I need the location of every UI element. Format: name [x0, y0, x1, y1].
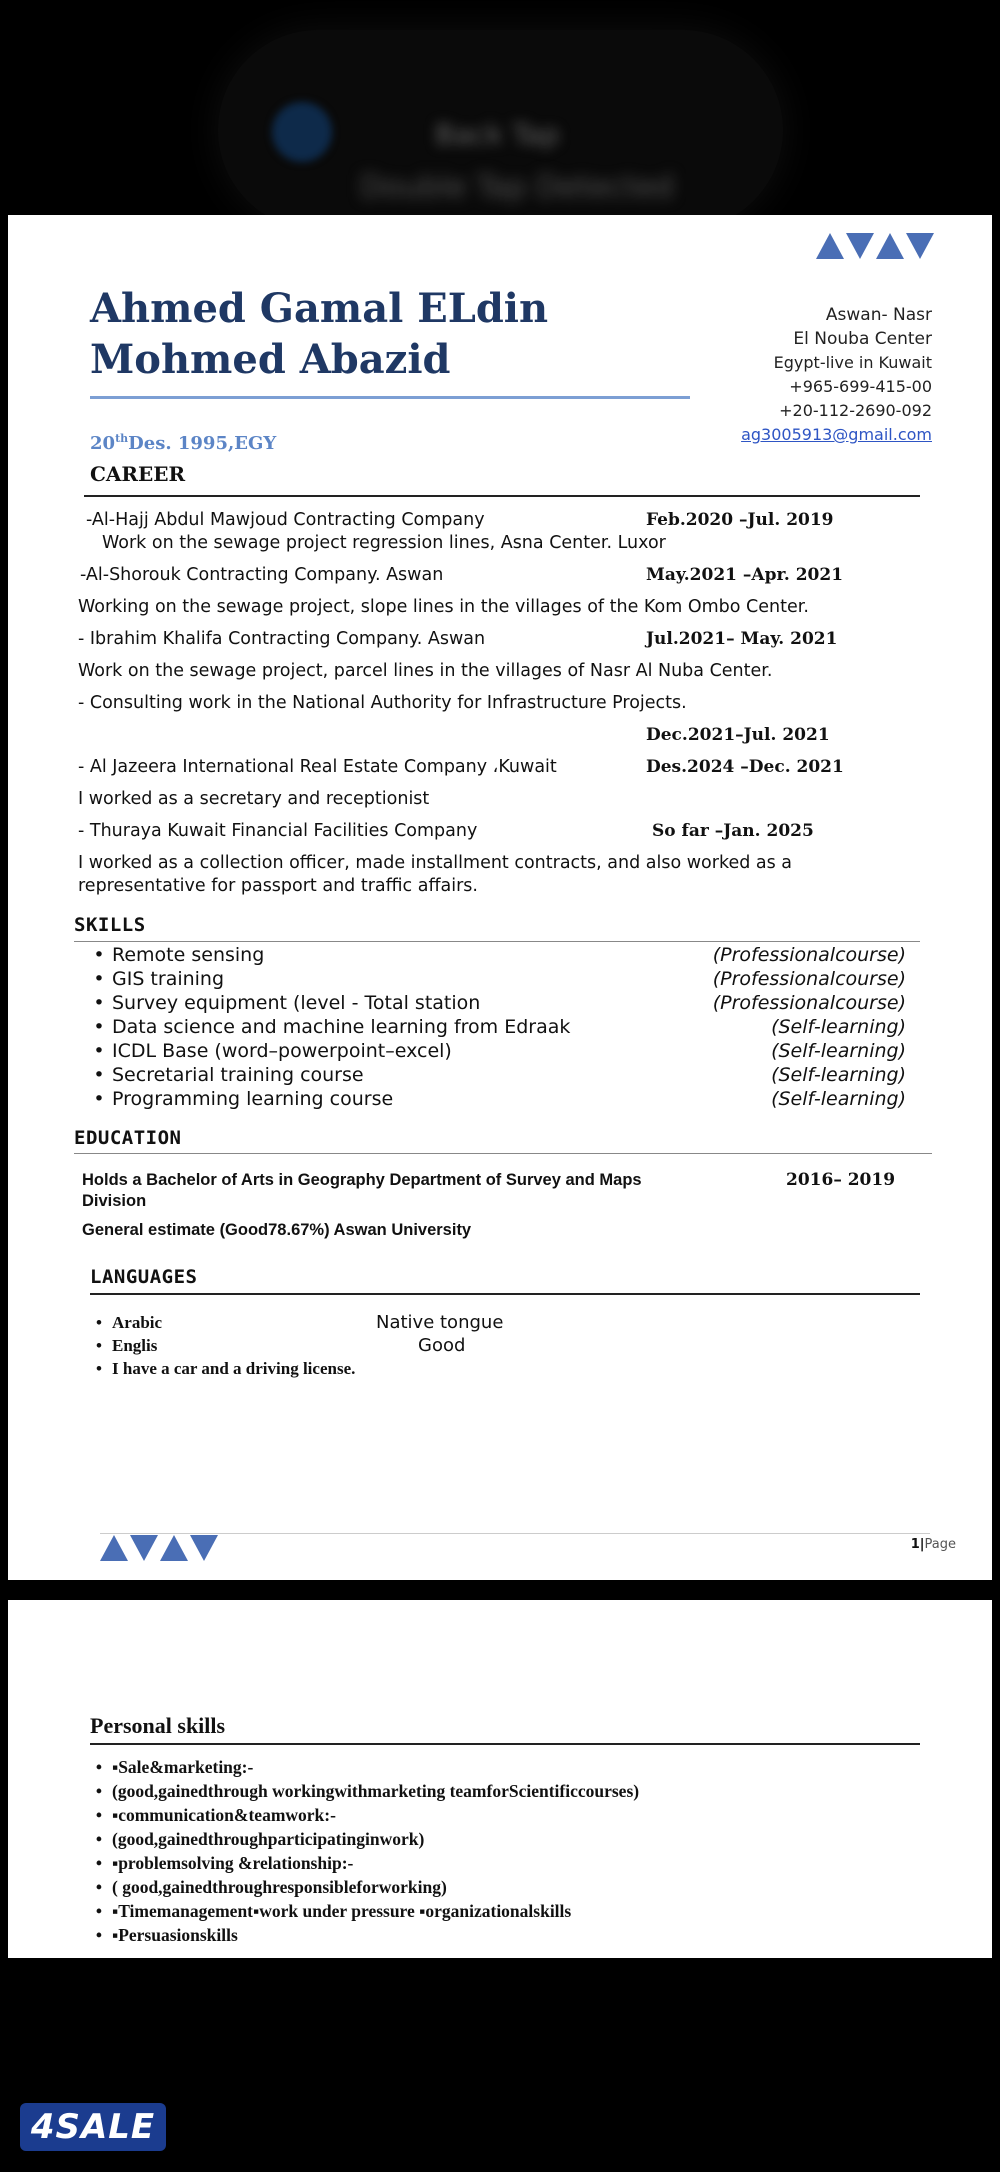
skill-item: • Survey equipment (level - Total station (Professionalcourse) — [86, 991, 906, 1015]
resume-page-2 — [8, 1600, 992, 1958]
languages-heading: LANGUAGES — [90, 1266, 198, 1288]
skill-item: • Programming learning course (Self-learning) — [86, 1087, 906, 1111]
career-company: - Consulting work in the National Authority for Infrastructure Projects. — [78, 693, 687, 713]
skill-item: • ICDL Base (word–powerpoint–excel) (Self-learning) — [86, 1039, 906, 1063]
skills-heading: SKILLS — [74, 914, 146, 936]
contact-line: Aswan- Nasr — [825, 305, 932, 325]
page-number: 1|Page — [910, 1537, 956, 1552]
languages-list — [86, 1311, 503, 1380]
language-item: • Englis Good — [86, 1334, 503, 1357]
contact-line: El Nouba Center — [793, 329, 932, 349]
date-of-birth: 20thDes. 1995,EGY — [90, 432, 277, 454]
skill-item: • GIS training (Professionalcourse) — [86, 967, 906, 991]
skill-item: • Remote sensing (Professionalcourse) — [86, 943, 906, 967]
personal-skill-item: • ▪Sale&marketing:- — [86, 1755, 639, 1779]
grade-text: General estimate (Good78.67%) Aswan University — [82, 1221, 472, 1239]
skill-item: • Data science and machine learning from Edraak (Self-learning) — [86, 1015, 906, 1039]
education-heading: EDUCATION — [74, 1127, 182, 1149]
career-desc: I worked as a collection officer, made installment contracts, and also worked as a — [78, 853, 793, 873]
career-date: May.2021 –Apr. 2021 — [646, 565, 844, 585]
email-link[interactable]: ag3005913@gmail.com — [741, 425, 932, 444]
career-desc: Work on the sewage project regression lines, Asna Center. Luxor — [102, 533, 666, 553]
footer-logo-icon — [100, 1535, 218, 1561]
company-logo-icon — [816, 233, 934, 259]
career-desc: Work on the sewage project, parcel lines in the villages of Nasr Al Nuba Center. — [78, 661, 773, 681]
career-desc: representative for passport and traffic affairs. — [78, 876, 478, 896]
career-date: Dec.2021–Jul. 2021 — [646, 725, 830, 745]
language-item: • Arabic Native tongue — [86, 1311, 503, 1334]
career-heading: CAREER — [90, 462, 186, 486]
resume-page-1 — [8, 215, 992, 1580]
notification-title: Back Tap — [435, 118, 560, 151]
brand-logo: 4SALE — [20, 2103, 166, 2151]
degree-text: Holds a Bachelor of Arts in Geography Department of Survey and Maps Division — [82, 1171, 642, 1210]
career-company: - Al Jazeera International Real Estate Company ،Kuwait — [78, 757, 557, 777]
career-date: Jul.2021– May. 2021 — [646, 629, 838, 649]
phone-kuwait: +965-699-415-00 — [789, 377, 932, 396]
career-desc: I worked as a secretary and receptionist — [78, 789, 430, 809]
languages-rule — [90, 1293, 920, 1295]
personal-skills-rule — [90, 1743, 920, 1745]
personal-skill-item: • ( good,gainedthroughresponsibleforworking) — [86, 1875, 639, 1899]
info-icon — [272, 102, 332, 162]
personal-skill-item: • (good,gainedthrough workingwithmarketing teamforScientificcourses) — [86, 1779, 639, 1803]
personal-skill-item: • ▪problemsolving &relationship:- — [86, 1851, 639, 1875]
name-underline — [90, 396, 690, 399]
contact-block — [741, 303, 932, 447]
candidate-name: Ahmed Gamal ELdin Mohmed Abazid — [90, 285, 549, 383]
career-date: Feb.2020 –Jul. 2019 — [646, 510, 834, 530]
career-company: -Al-Hajj Abdul Mawjoud Contracting Company — [86, 510, 485, 530]
personal-skill-item: • ▪Persuasionskills — [86, 1923, 639, 1947]
personal-skills-heading: Personal skills — [90, 1713, 226, 1738]
education-date: 2016– 2019 — [786, 1170, 896, 1190]
skills-rule — [74, 941, 920, 942]
extra-item: • I have a car and a driving license. — [86, 1357, 503, 1380]
career-company: - Thuraya Kuwait Financial Facilities Company — [78, 821, 478, 841]
career-date: So far –Jan. 2025 — [652, 821, 814, 841]
education-rule — [74, 1153, 932, 1154]
career-company: -Al-Shorouk Contracting Company. Aswan — [80, 565, 444, 585]
skills-list — [86, 943, 906, 1111]
career-desc: Working on the sewage project, slope lines in the villages of the Kom Ombo Center. — [78, 597, 809, 617]
personal-skill-item: • ▪communication&teamwork:- — [86, 1803, 639, 1827]
phone-egypt: +20-112-2690-092 — [779, 401, 932, 420]
notification-subtitle: Double Tap Detected — [360, 170, 674, 205]
career-rule — [84, 495, 920, 497]
personal-skills-list — [86, 1755, 639, 1947]
contact-line: Egypt-live in Kuwait — [773, 353, 932, 372]
career-company: - Ibrahim Khalifa Contracting Company. Aswan — [78, 629, 486, 649]
career-date: Des.2024 –Dec. 2021 — [646, 757, 844, 777]
personal-skill-item: • ▪Timemanagement▪work under pressure ▪organizationalskills — [86, 1899, 639, 1923]
skill-item: • Secretarial training course (Self-learning) — [86, 1063, 906, 1087]
personal-skill-item: • (good,gainedthroughparticipatinginwork) — [86, 1827, 639, 1851]
footer-rule — [100, 1533, 930, 1534]
